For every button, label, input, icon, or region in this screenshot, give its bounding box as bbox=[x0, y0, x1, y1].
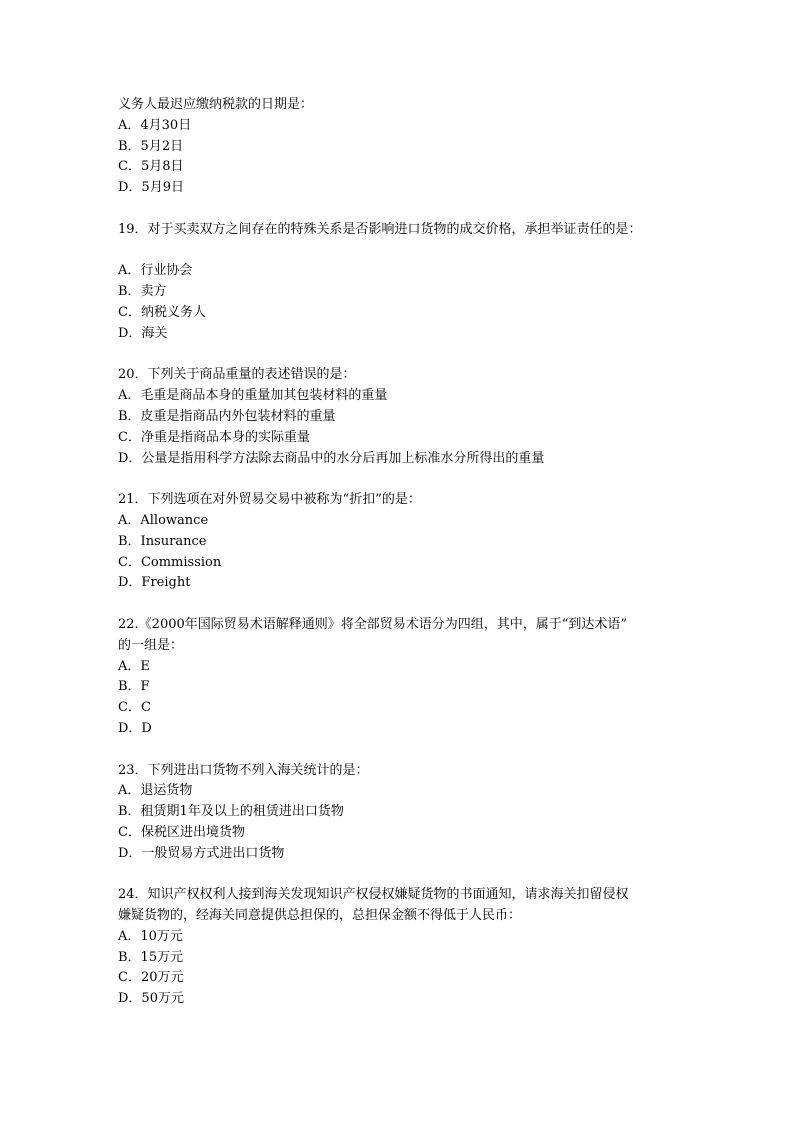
question-stem-line: 义务人最迟应缴纳税款的日期是： bbox=[118, 97, 314, 112]
option-a: A．4月30日 bbox=[118, 117, 192, 133]
option-c: C．纳税义务人 bbox=[118, 304, 206, 320]
question-stem-line: 19．对于买卖双方之间存在的特殊关系是否影响进口货物的成交价格，承担举证责任的是： bbox=[118, 221, 642, 237]
option-c: C．净重是指商品本身的实际重量 bbox=[118, 429, 310, 445]
question-24 bbox=[118, 885, 678, 1010]
question-stem-line: 23．下列进出口货物不列入海关统计的是： bbox=[118, 762, 369, 778]
option-c: C．20万元 bbox=[118, 970, 184, 986]
question-stem-line: 24．知识产权权利人接到海关发现知识产权侵权嫌疑货物的书面通知，请求海关扣留侵权 bbox=[118, 887, 629, 903]
document-page bbox=[118, 95, 678, 1010]
option-b: B．15万元 bbox=[118, 949, 184, 965]
option-d: D．50万元 bbox=[118, 991, 184, 1007]
option-a: A．Allowance bbox=[118, 512, 209, 528]
question-stem-line: 22.《2000年国际贸易术语解释通则》将全部贸易术语分为四组，其中，属于“到达术语” bbox=[118, 616, 628, 632]
option-c: C．保税区进出境货物 bbox=[118, 824, 245, 840]
option-c: C．C bbox=[118, 700, 151, 716]
option-b: B．租赁期1年及以上的租赁进出口货物 bbox=[118, 804, 344, 820]
option-b: B．F bbox=[118, 679, 150, 695]
option-b: B．5月2日 bbox=[118, 138, 184, 154]
question-22 bbox=[118, 615, 678, 740]
option-a: A．10万元 bbox=[118, 928, 183, 944]
option-a: A．E bbox=[118, 658, 150, 674]
question-19 bbox=[118, 220, 678, 345]
option-b: B．Insurance bbox=[118, 533, 207, 549]
option-a: A．行业协会 bbox=[118, 263, 193, 279]
option-a: A．毛重是商品本身的重量加其包装材料的重量 bbox=[118, 388, 388, 404]
question-stem-line: 的一组是： bbox=[118, 637, 184, 653]
option-a: A．退运货物 bbox=[118, 783, 193, 799]
question-stem-line: 20．下列关于商品重量的表述错误的是： bbox=[118, 367, 356, 383]
question-stem-line: 21．下列选项在对外贸易交易中被称为“折扣”的是： bbox=[118, 492, 421, 508]
option-d: D．5月9日 bbox=[118, 180, 184, 196]
option-d: D．一般贸易方式进出口货物 bbox=[118, 845, 285, 861]
question-stem-line: 嫌疑货物的，经海关同意提供总担保的，总担保金额不得低于人民币： bbox=[118, 908, 522, 924]
question-21 bbox=[118, 490, 678, 594]
option-c: C．5月8日 bbox=[118, 159, 184, 175]
option-d: D．海关 bbox=[118, 325, 168, 341]
option-d: D．Freight bbox=[118, 575, 191, 591]
question-18-continued bbox=[118, 95, 678, 199]
option-b: B．卖方 bbox=[118, 284, 167, 300]
option-b: B．皮重是指商品内外包装材料的重量 bbox=[118, 408, 336, 424]
option-d: D．D bbox=[118, 720, 152, 736]
question-23 bbox=[118, 761, 678, 865]
question-20 bbox=[118, 365, 678, 469]
option-d: D．公量是指用科学方法除去商品中的水分后再加上标准水分所得出的重量 bbox=[118, 450, 545, 466]
option-c: C．Commission bbox=[118, 554, 222, 570]
